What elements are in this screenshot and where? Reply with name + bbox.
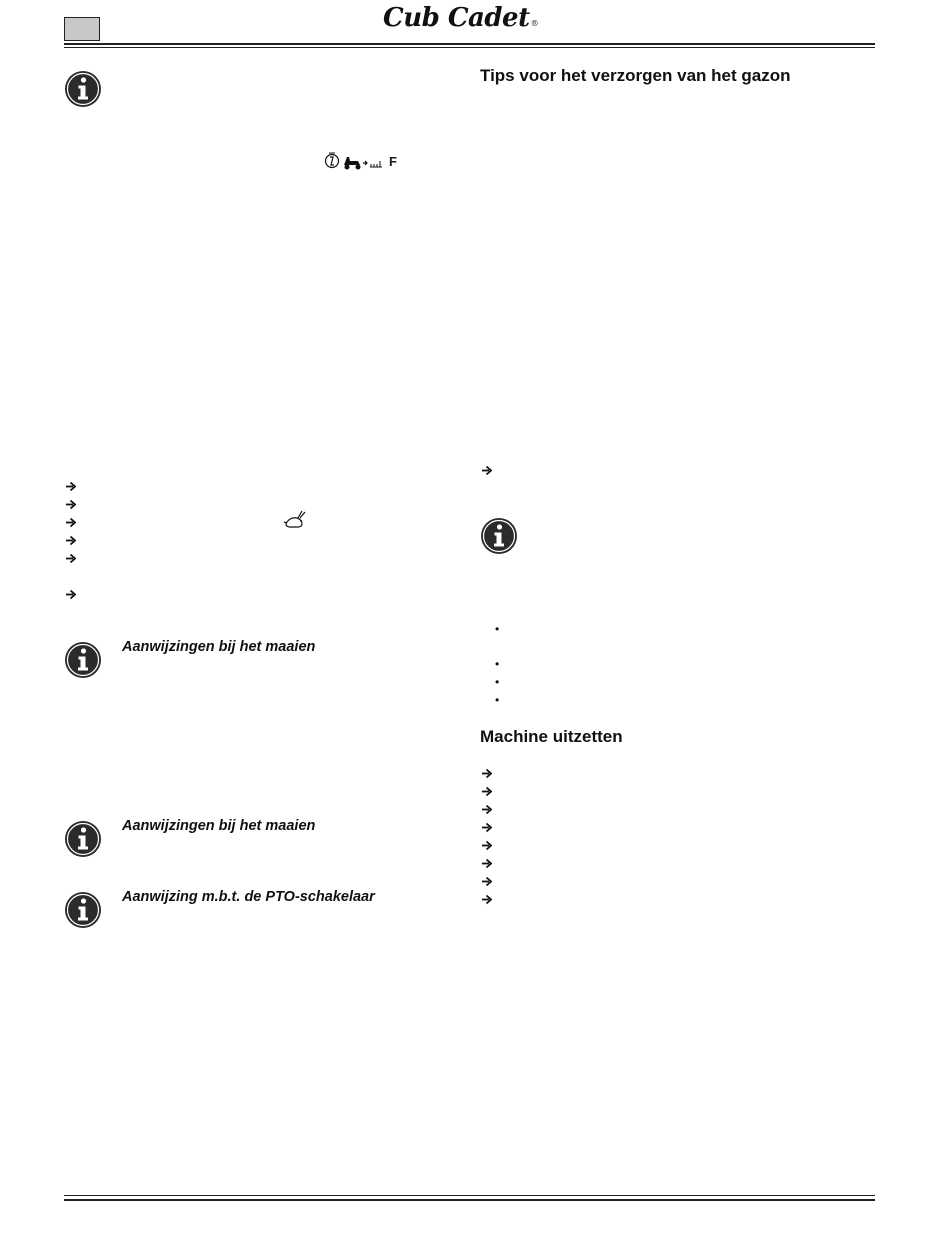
arrow-right-icon [65,480,76,493]
arrow-right-icon [481,767,492,780]
heading-machine-shutdown: Machine uitzetten [480,727,623,746]
arrow-right-icon [65,534,76,547]
arrow-right-icon [65,516,76,529]
bullet-icon: • [495,693,500,707]
arrow-right-icon [481,803,492,816]
note-heading-pto: Aanwijzing m.b.t. de PTO-schakelaar [122,889,375,905]
arrow-right-icon [481,875,492,888]
mower-symbol-group [325,151,405,173]
arrow-right-icon [481,821,492,834]
arrow-right-icon [481,857,492,870]
info-icon [64,641,102,679]
note-heading-mowing: Aanwijzingen bij het maaien [122,818,316,834]
logo-text: Cub Cadet [383,3,530,33]
arrow-right-icon [65,552,76,565]
arrow-right-icon [65,588,76,601]
brand-logo [383,3,563,33]
bullet-icon: • [495,657,500,671]
page-number-box [64,17,100,41]
footer-rule-bottom [64,1199,875,1201]
arrow-right-icon [481,464,492,477]
arrow-right-icon [481,839,492,852]
header-rule-bottom [64,47,875,48]
info-icon [480,517,518,555]
footer-rule-top [64,1195,875,1196]
mower-height-icon [325,151,385,173]
rabbit-fast-icon [283,509,307,531]
info-icon [64,820,102,858]
heading-lawn-tips: Tips voor het verzorgen van het gazon [480,66,791,85]
arrow-right-icon [65,498,76,511]
header-rule-top [64,43,875,45]
info-icon [64,70,102,108]
bullet-icon: • [495,675,500,689]
arrow-right-icon [481,893,492,906]
info-icon [64,891,102,929]
registered-mark: ® [530,19,539,28]
arrow-right-icon [481,785,492,798]
symbol-f-label: F [389,154,397,169]
bullet-icon: • [495,622,500,636]
note-heading-mowing: Aanwijzingen bij het maaien [122,639,316,655]
